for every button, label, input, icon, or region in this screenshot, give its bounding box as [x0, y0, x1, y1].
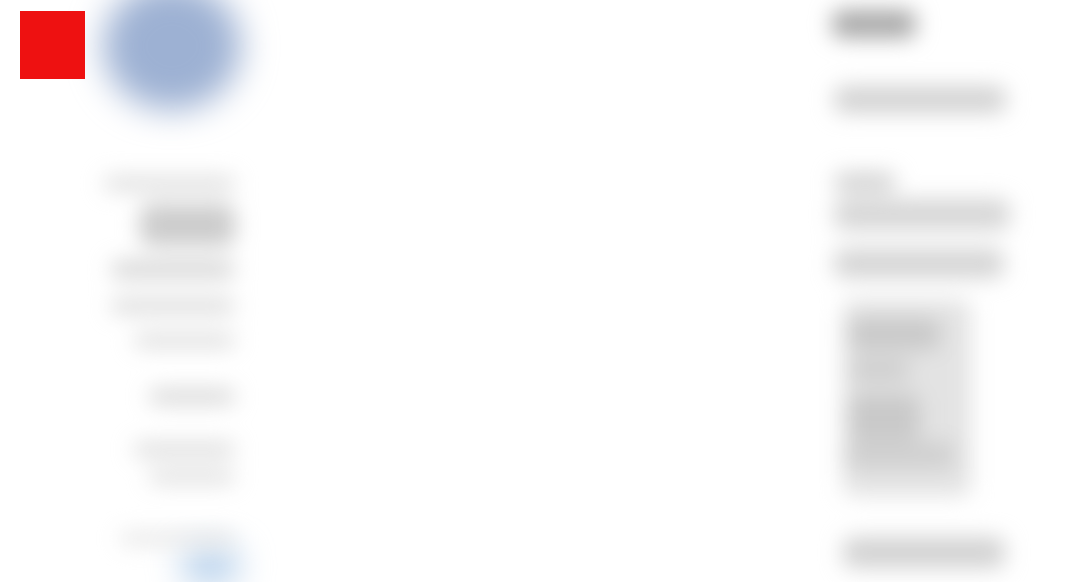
toi-logo-badge — [20, 11, 85, 79]
blur-artifact — [149, 471, 235, 483]
blur-artifact — [103, 0, 241, 110]
blur-artifact — [149, 389, 235, 404]
blur-artifact — [111, 261, 235, 278]
blur-artifact — [111, 299, 235, 313]
blur-artifact — [834, 249, 1004, 278]
blur-artifact — [843, 300, 971, 496]
org-title-block — [394, 10, 795, 105]
blur-artifact — [834, 173, 896, 191]
blur-artifact — [848, 394, 920, 440]
blur-artifact — [832, 10, 916, 38]
blur-artifact — [843, 537, 1005, 568]
document-header — [283, 10, 795, 105]
nbems-logo-seal — [299, 10, 394, 105]
blur-artifact — [134, 443, 235, 456]
blur-artifact — [120, 533, 235, 544]
blur-artifact — [183, 550, 238, 582]
nbems-watermark-seal — [411, 260, 673, 522]
blur-artifact — [134, 334, 235, 347]
blur-artifact — [140, 204, 235, 246]
blur-artifact — [843, 442, 955, 468]
blur-artifact — [834, 199, 1010, 230]
blur-artifact — [848, 318, 940, 350]
blur-artifact — [834, 86, 1006, 113]
notice-document — [283, 0, 795, 580]
blur-artifact — [104, 177, 235, 190]
blur-artifact — [848, 360, 910, 380]
